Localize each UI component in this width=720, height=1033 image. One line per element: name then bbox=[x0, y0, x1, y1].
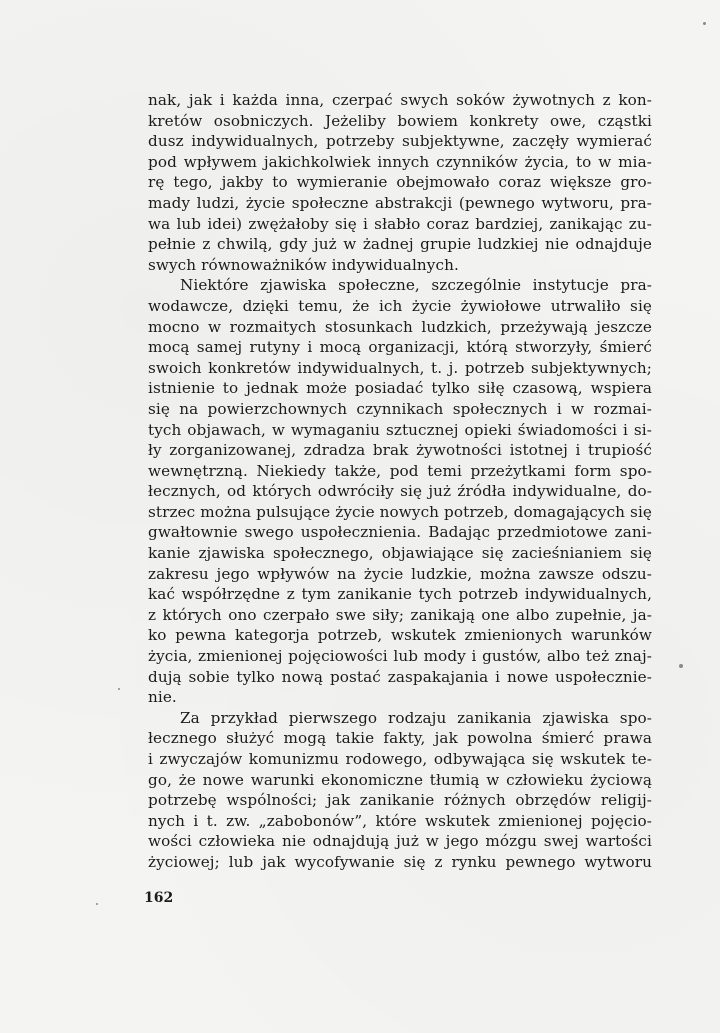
text-line: strzec można pulsujące życie nowych potrzeb, domagających się bbox=[148, 502, 652, 521]
text-line: łecznych, od których odwróciły się już źródła indywidualne, do- bbox=[148, 482, 652, 501]
text-line: kać współrzędne z tym zanikanie tych potrzeb indywidualnych, bbox=[148, 585, 652, 604]
text-line: mocno w rozmaitych stosunkach ludzkich, przeżywają jeszcze bbox=[148, 317, 652, 336]
paragraph-end-line: swych równoważników indywidualnych. bbox=[148, 255, 459, 274]
text-line: nych i t. zw. „zabobonów”, które wskutek zmienionej pojęcio- bbox=[148, 811, 652, 830]
text-line: swoich konkretów indywidualnych, t. j. potrzeb subjektywnych; bbox=[148, 358, 652, 377]
text-line: ły zorganizowanej, zdradza brak żywotności istotnej i trupiość bbox=[148, 441, 652, 460]
text-line: łecznego służyć mogą takie fakty, jak powolna śmierć prawa bbox=[148, 729, 652, 748]
text-line: potrzebę wspólności; jak zanikanie różnych obrzędów religij- bbox=[148, 791, 652, 810]
text-line: dują sobie tylko nową postać zaspakajania i nowe uspołecznie- bbox=[148, 667, 652, 686]
text-line: tych objawach, w wymaganiu sztucznej opieki świadomości i si- bbox=[148, 420, 652, 439]
text-line: nak, jak i każda inna, czerpać swych soków żywotnych z kon- bbox=[148, 91, 652, 109]
page-number: 162 bbox=[144, 890, 174, 906]
text-line: zakresu jego wpływów na życie ludzkie, można zawsze odszu- bbox=[148, 564, 652, 583]
text-line: pełnie z chwilą, gdy już w żadnej grupie ludzkiej nie odnajduje bbox=[148, 235, 652, 254]
text-line: z których ono czerpało swe siły; zanikają one albo zupełnie, ja- bbox=[148, 605, 652, 624]
body-text bbox=[148, 90, 652, 873]
text-line: wodawcze, dzięki temu, że ich życie żywiołowe utrwaliło się bbox=[148, 296, 652, 315]
text-line: ko pewna kategorja potrzeb, wskutek zmienionych warunków bbox=[148, 626, 652, 645]
text-line: rę tego, jakby to wymieranie obejmowało coraz większe gro- bbox=[148, 173, 652, 192]
text-line: wości człowieka nie odnajdują już w jego mózgu swej wartości bbox=[148, 832, 652, 851]
text-line: wa lub idei) zwężałoby się i słabło coraz bardziej, zanikając zu- bbox=[148, 214, 652, 233]
text-line: istnienie to jednak może posiadać tylko siłę czasową, wspiera bbox=[148, 379, 652, 398]
text-line: dusz indywidualnych, potrzeby subjektywne, zaczęły wymierać bbox=[148, 132, 652, 151]
text-line: go, że nowe warunki ekonomiczne tłumią w człowieku życiową bbox=[148, 770, 652, 789]
paragraph-start-line: Niektóre zjawiska społeczne, szczególnie instytucje pra- bbox=[180, 276, 652, 295]
paper-speck bbox=[679, 664, 683, 668]
text-line: gwałtownie swego uspołecznienia. Badając przedmiotowe zani- bbox=[148, 523, 652, 542]
paper-speck bbox=[96, 903, 98, 905]
text-line: i zwyczajów komunizmu rodowego, odbywająca się wskutek te- bbox=[148, 750, 652, 768]
paragraph-start-line: Za przykład pierwszego rodzaju zanikania zjawiska spo- bbox=[180, 708, 652, 727]
text-line: życiowej; lub jak wycofywanie się z rynku pewnego wytworu bbox=[148, 852, 652, 871]
text-line: mocą samej rutyny i mocą organizacji, którą stworzyły, śmierć bbox=[148, 338, 652, 357]
paper-speck bbox=[703, 22, 706, 25]
paper-speck bbox=[118, 688, 120, 690]
text-line: wewnętrzną. Niekiedy także, pod temi przeżytkami form spo- bbox=[148, 461, 652, 480]
text-line: kanie zjawiska społecznego, objawiające się zacieśnianiem się bbox=[148, 544, 652, 563]
text-line: się na powierzchownych czynnikach społecznych i w rozmai- bbox=[148, 399, 652, 418]
text-line: mady ludzi, życie społeczne abstrakcji (pewnego wytworu, pra- bbox=[148, 193, 652, 212]
text-line: pod wpływem jakichkolwiek innych czynników życia, to w mia- bbox=[148, 152, 652, 171]
text-line: kretów osobniczych. Jeżeliby bowiem konkrety owe, cząstki bbox=[148, 111, 652, 130]
text-line: życia, zmienionej pojęciowości lub mody i gustów, albo też znaj- bbox=[148, 647, 652, 666]
paragraph-end-line: nie. bbox=[148, 688, 177, 707]
